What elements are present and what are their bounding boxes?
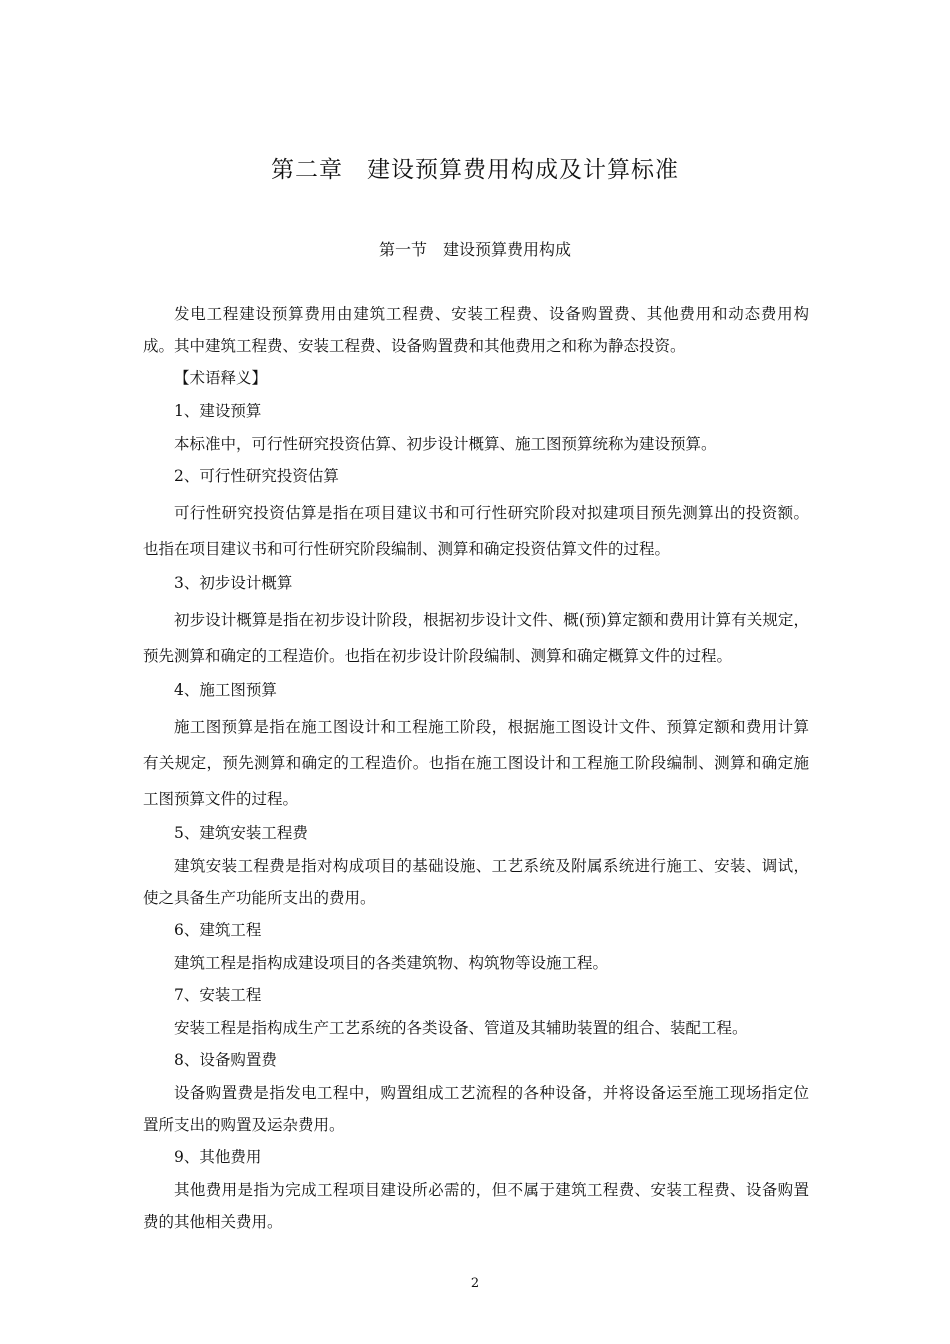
term-definition: 可行性研究投资估算是指在项目建议书和可行性研究阶段对拟建项目预先测算出的投资额。也指在项目建议书和可行性研究阶段编制、测算和确定投资估算文件的过程。 (143, 504, 809, 558)
term-title: 1、建设预算 (174, 402, 262, 420)
term-title: 2、可行性研究投资估算 (174, 467, 339, 485)
intro-paragraph: 发电工程建设预算费用由建筑工程费、安装工程费、设备购置费、其他费用和动态费用构成。其中建筑工程费、安装工程费、设备购置费和其他费用之和称为静态投资。 (143, 305, 809, 355)
term-title: 9、其他费用 (174, 1148, 262, 1166)
term-definition: 设备购置费是指发电工程中，购置组成工艺流程的各种设备，并将设备运至施工现场指定位置所支出的购置及运杂费用。 (143, 1084, 809, 1134)
page-number: 2 (470, 1276, 480, 1291)
term-title: 4、施工图预算 (174, 681, 277, 699)
term-definition: 安装工程是指构成生产工艺系统的各类设备、管道及其辅助装置的组合、装配工程。 (174, 1019, 748, 1037)
term-title: 7、安装工程 (174, 986, 262, 1004)
term-definition: 初步设计概算是指在初步设计阶段，根据初步设计文件、概(预)算定额和费用计算有关规定，预先测算和确定的工程造价。也指在初步设计阶段编制、测算和确定概算文件的过程。 (143, 611, 809, 665)
term-title: 3、初步设计概算 (174, 574, 293, 592)
section-title: 第一节 建设预算费用构成 (378, 240, 571, 259)
term-definition: 其他费用是指为完成工程项目建设所必需的，但不属于建筑工程费、安装工程费、设备购置费的其他相关费用。 (143, 1181, 809, 1231)
term-title: 6、建筑工程 (174, 921, 262, 939)
document-body (143, 298, 809, 1238)
term-definition: 施工图预算是指在施工图设计和工程施工阶段，根据施工图设计文件、预算定额和费用计算有关规定，预先测算和确定的工程造价。也指在施工图设计和工程施工阶段编制、测算和确定施工图预算文件的过程。 (143, 718, 809, 808)
term-definition: 建筑工程是指构成建设项目的各类建筑物、构筑物等设施工程。 (174, 954, 609, 972)
term-definition: 本标准中，可行性研究投资估算、初步设计概算、施工图预算统称为建设预算。 (174, 435, 717, 453)
terms-heading: 【术语释义】 (174, 369, 268, 387)
term-definition: 建筑安装工程费是指对构成项目的基础设施、工艺系统及附属系统进行施工、安装、调试，使之具备生产功能所支出的费用。 (143, 857, 809, 907)
chapter-title: 第二章 建设预算费用构成及计算标准 (271, 157, 679, 183)
term-title: 5、建筑安装工程费 (174, 824, 308, 842)
term-title: 8、设备购置费 (174, 1051, 277, 1069)
